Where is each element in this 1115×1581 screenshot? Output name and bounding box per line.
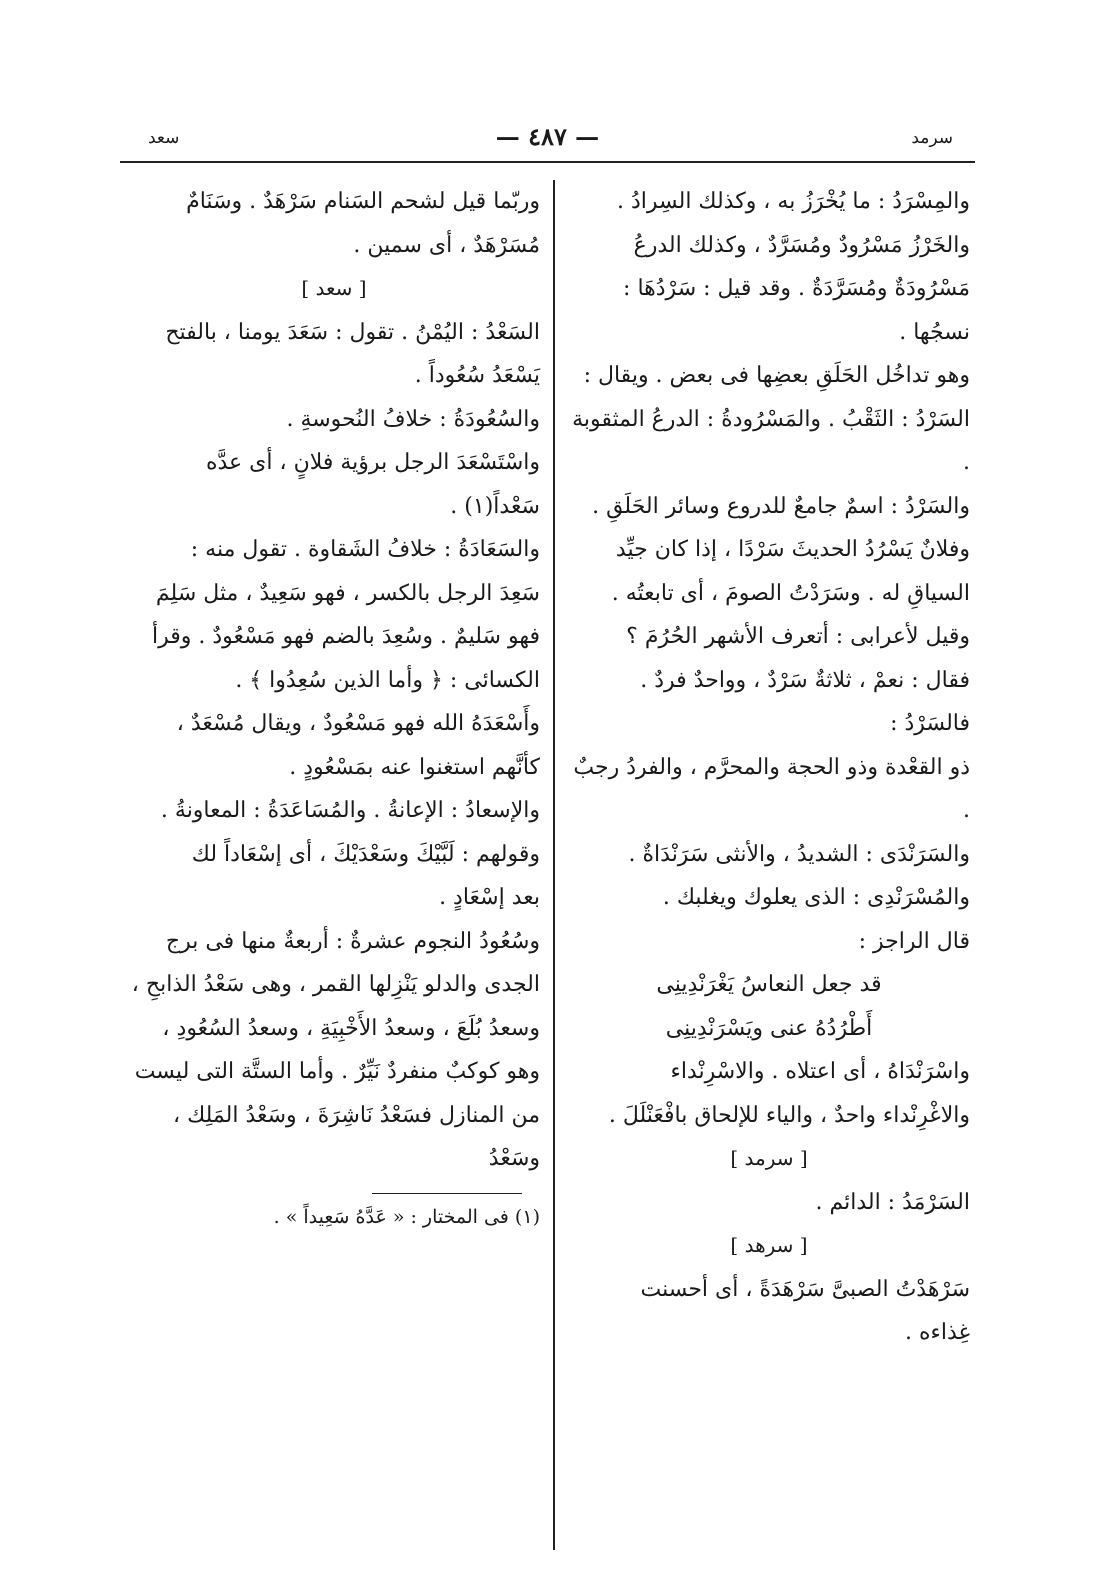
text-line: بعد إسْعَادٍ . — [439, 885, 540, 910]
text-line: السَرْمَدُ : الدائم . — [815, 1189, 970, 1215]
footnote: (١) فى المختار : « عَدَّهُ سَعِيداً » . — [273, 1205, 540, 1228]
text-line: من المنازل فسَعْدُ نَاشِرَةَ ، وسَعْدُ المَلِك ، وسَعْدُ — [173, 1102, 540, 1171]
text-line: فهو سَليمٌ . وسُعِدَ بالضم فهو مَسْعُودٌ . وقرأ — [151, 624, 540, 649]
text-line: والمِسْرَدُ : ما يُخْرَزُ به ، وكذلك السِرادُ . — [616, 189, 970, 214]
left-column — [128, 180, 540, 1234]
text-line: وسُعُودُ النجوم عشرةٌ : أربعةٌ منها فى برج — [165, 928, 540, 954]
column-divider — [553, 180, 555, 1550]
text-line: سَعِدَ الرجل بالكسر ، فهو سَعِيدٌ ، مثل سَلِمَ — [155, 580, 540, 606]
header-rule — [120, 161, 975, 163]
text-line: والسَرْدُ : اسمٌ جامعٌ للدروع وسائر الحَلَقِ . — [592, 493, 970, 519]
text-line: وسعدُ بُلَعَ ، وسعدُ الأَخْبِيَةِ ، وسعدُ السُعُودِ ، — [162, 1015, 540, 1041]
header-left-word: سعد — [148, 128, 180, 148]
text-line: مُسَرْهَدٌ ، أى سمين . — [353, 232, 540, 258]
text-line: وفلانٌ يَسْرُدُ الحديثَ سَرْدًا ، إذا كان جيِّد — [615, 537, 970, 562]
entry-heading-sarhad: [ سرهد ] — [730, 1233, 808, 1257]
right-column — [568, 180, 970, 1355]
text-line: والمُسْرَنْدِى : الذى يعلوك ويغلبك . — [662, 885, 970, 910]
text-line: غِذاءه . — [904, 1320, 970, 1345]
text-line: والسَعَادَةُ : خلافُ الشَقاوة . تقول منه : — [190, 537, 540, 562]
text-line: السياقِ له . وسَرَدْتُ الصومَ ، أى تابعتُه . — [611, 580, 970, 606]
footnote-separator — [372, 1193, 522, 1194]
entry-heading-sarmad: [ سرمد ] — [730, 1146, 808, 1170]
text-line: مَسْرُودَةٌ ومُسَرَّدَةٌ . وقد قيل : سَرْدُهَا : نسجُها . — [623, 276, 970, 345]
text-line: الكسائى : ﴿ وأما الذين سُعِدُوا ﴾ . — [235, 667, 540, 693]
header-right-word: سرمد — [911, 128, 953, 148]
text-line: السَرْدُ : الثَقْبُ . والمَسْرُودةُ : الدرعُ المثقوبة . — [572, 406, 970, 475]
text-line: والسَرَنْدَى : الشديدُ ، والأنثى سَرَنْدَاةٌ . — [628, 841, 970, 867]
text-line: سَعْداً(١) . — [450, 493, 540, 519]
text-line: كأنَّهم استغنوا عنه بمَسْعُودٍ . — [289, 754, 540, 780]
text-line: وربّما قيل لشحم السَنام سَرْهَدٌ . وسَنَامٌ — [186, 189, 540, 214]
text-line: السَعْدُ : اليُمْنُ . تقول : سَعَدَ يومنا ، بالفتح — [165, 319, 540, 345]
text-line: وهو تداخُل الحَلَقِ بعضِها فى بعض . ويقال : — [583, 363, 970, 388]
text-line: فقال : نعمْ ، ثلاثةٌ سَرْدٌ ، وواحدٌ فردٌ . فالسَرْدُ : — [640, 667, 970, 736]
text-line: وهو كوكبٌ منفردٌ نَيِّرٌ . وأما الستَّة التى ليست — [134, 1059, 540, 1084]
text-line: يَسْعَدُ سُعُوداً . — [414, 363, 540, 388]
verse-line: قد جعل النعاسُ يَغْرَنْدِينِى — [656, 972, 882, 997]
text-line: والاغْرِنْداء واحدٌ ، والياء للإلحاق بافْعَنْلَلَ . — [608, 1102, 970, 1128]
page-number: — ٤٨٧ — — [495, 122, 600, 151]
text-line: واسْرَنْدَاهُ ، أى اعتلاه . والاسْرِنْداء — [670, 1059, 970, 1084]
text-line: وأَسْعَدَهُ الله فهو مَسْعُودٌ ، ويقال مُسْعَدٌ ، — [176, 711, 540, 736]
text-line: ذو القعْدة وذو الحجة والمحرَّم ، والفردُ رجبٌ . — [573, 754, 970, 823]
text-line: الجدى والدلو يَنْزِلها القمر ، وهى سَعْدُ الذابحِ ، — [131, 972, 540, 997]
verse-line: أَطْرُدُهُ عنى ويَسْرَنْدِينِى — [665, 1015, 873, 1041]
page-header — [120, 122, 975, 162]
text-line: والإسعادُ : الإعانةُ . والمُسَاعَدَةُ : المعاونةُ . — [160, 798, 540, 823]
text-line: سَرْهَدْتُ الصبىَّ سَرْهَدَةً ، أى أحسنت — [640, 1276, 970, 1302]
entry-heading-saad: [ سعد ] — [301, 276, 367, 300]
text-line: والسُعُودَةُ : خلافُ النُحوسةِ . — [286, 406, 540, 432]
text-line: والخَرْزُ مَسْرُودٌ ومُسَرَّدٌ ، وكذلك الدرعُ — [633, 232, 970, 258]
text-line: وقولهم : لَبَّيْكَ وسَعْدَيْكَ ، أى إسْعَاداً لك — [191, 841, 540, 867]
verse-intro: قال الراجز : — [858, 928, 970, 954]
text-line: واسْتَسْعَدَ الرجل برؤية فلانٍ ، أى عدَّه — [205, 450, 540, 475]
text-line: وقيل لأعرابى : أتعرف الأشهر الحُرُمَ ؟ — [626, 624, 970, 649]
